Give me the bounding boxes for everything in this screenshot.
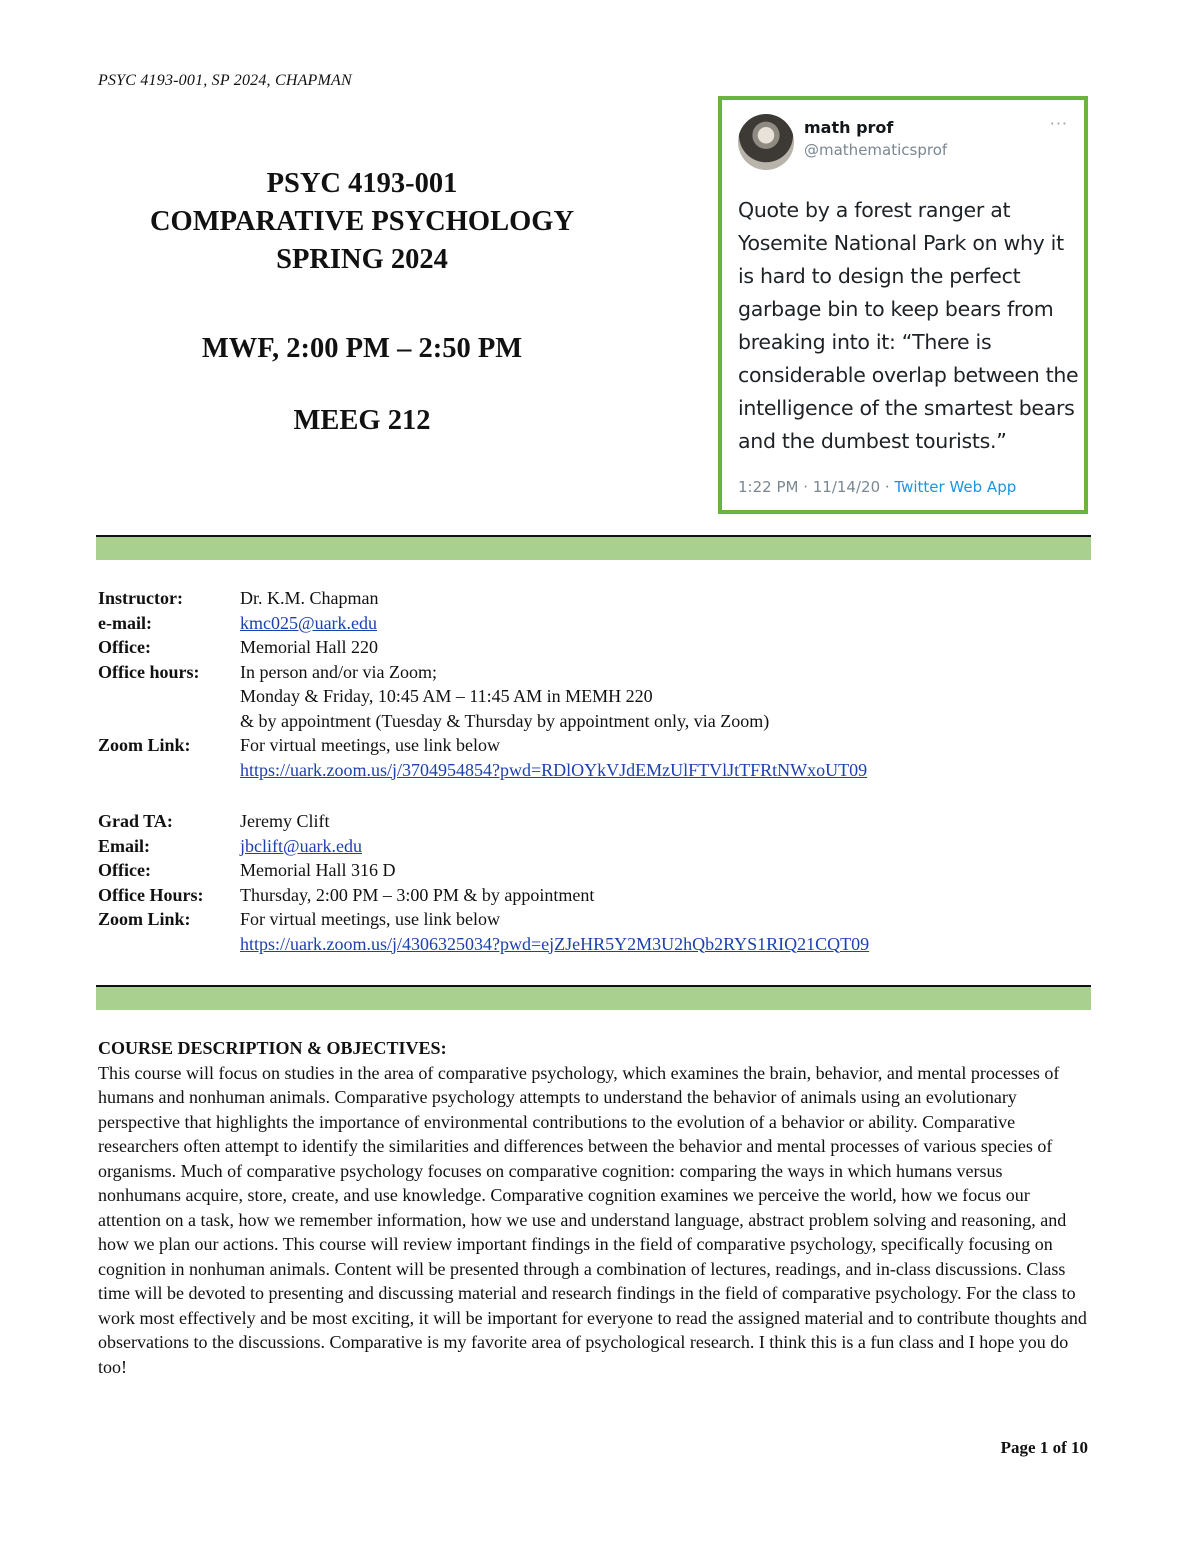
instructor-hours-label: Office hours:: [98, 661, 200, 682]
course-term: SPRING 2024: [276, 244, 448, 275]
more-options-icon: ···: [1049, 114, 1068, 133]
ta-info: [98, 809, 1088, 956]
instructor-zoom-note: For virtual meetings, use link below: [240, 735, 500, 755]
tweet-timestamp: 1:22 PM · 11/14/20 ·: [738, 478, 895, 496]
section-divider-bar: [96, 985, 1091, 1010]
course-description-text: This course will focus on studies in the area of comparative psychology, which examines the brain, behavior, and mental processes of humans and nonhuman animals. Comparative psychology attempts to understand the behavior of animals using an evolutionary perspective that highlights the importance of environmental contributions to the evolution of a behavior or ability. Comparative researchers often attempt to identify the similarities and differences between the behavior and mental processes of various species of organisms. Much of comparative psychology focuses on comparative cognition: comparing the ways in which humans versus nonhumans acquire, store, create, and use knowledge. Comparative cognition examines we perceive the world, how we focus our attention on a task, how we remember information, how we use and understand language, abstract problem solving and reasoning, and how we plan our actions. This course will review important findings in the field of comparative psychology, specifically focusing on cognition in nonhuman animals. Content will be presented through a combination of lectures, readings, and in-class discussions. Class time will be devoted to presenting and discussing material and research findings in the field of comparative psychology. For the class to work most effectively and be most exciting, it will be important for everyone to read the assigned material and to contribute thoughts and observations to the discussions. Comparative is my favorite area of psychological research. I think this is a fun class and I hope you do too!: [98, 1062, 1087, 1377]
ta-email-label: Email:: [98, 835, 150, 856]
ta-office: Memorial Hall 316 D: [240, 860, 396, 880]
instructor-email-link[interactable]: kmc025@uark.edu: [240, 612, 378, 633]
section-heading: COURSE DESCRIPTION & OBJECTIVES:: [98, 1038, 447, 1058]
instructor-zoom-link[interactable]: https://uark.zoom.us/j/3704954854?pwd=RDlOYkVJdEMzUlFTVlJtTFRtNWxoUT09: [240, 759, 868, 780]
running-header: PSYC 4193-001, SP 2024, CHAPMAN: [98, 72, 352, 89]
course-title-block: [98, 165, 626, 440]
instructor-office-label: Office:: [98, 637, 151, 657]
ta-zoom-note: For virtual meetings, use link below: [240, 909, 500, 929]
ta-label: Grad TA:: [98, 811, 173, 831]
tweet-source-app: Twitter Web App: [894, 478, 1017, 496]
tweet-meta: [738, 478, 1016, 496]
instructor-hours-line2: Monday & Friday, 10:45 AM – 11:45 AM in MEMH 220: [240, 686, 653, 706]
course-code: PSYC 4193-001: [266, 168, 458, 199]
tweet-text: Quote by a forest ranger at Yosemite National Park on why it is hard to design the perfect garbage bin to keep bears from breaking into it: “There is considerable overlap between the intelligence of the smartest bears and the dumbest tourists.”: [738, 198, 1079, 453]
instructor-zoom-label: Zoom Link:: [98, 735, 191, 755]
avatar: [738, 114, 794, 170]
instructor-email-label: e-mail:: [98, 612, 152, 633]
instructor-label: Instructor:: [98, 588, 183, 608]
instructor-hours-line3: & by appointment (Tuesday & Thursday by appointment only, via Zoom): [240, 710, 770, 731]
section-divider-bar: [96, 535, 1091, 560]
ta-zoom-link[interactable]: https://uark.zoom.us/j/4306325034?pwd=ejZJeHR5Y2M3U2hQb2RYS1RIQ21CQT09: [240, 933, 870, 954]
ta-hours-label: Office Hours:: [98, 884, 204, 905]
course-schedule: MWF, 2:00 PM – 2:50 PM: [201, 333, 523, 364]
ta-name: Jeremy Clift: [240, 811, 330, 831]
instructor-office: Memorial Hall 220: [240, 637, 378, 657]
tweet-author-handle: @mathematicsprof: [804, 141, 948, 159]
instructor-info: [98, 586, 1088, 782]
ta-email-link[interactable]: jbclift@uark.edu: [240, 835, 363, 856]
instructor-hours-line1: In person and/or via Zoom;: [240, 661, 437, 682]
tweet-screenshot: [718, 96, 1088, 514]
ta-office-label: Office:: [98, 860, 151, 880]
tweet-author-name: math prof: [804, 118, 894, 137]
course-room: MEEG 212: [293, 405, 431, 436]
course-name: COMPARATIVE PSYCHOLOGY: [149, 206, 575, 237]
ta-hours: Thursday, 2:00 PM – 3:00 PM & by appointment: [240, 884, 595, 905]
ta-zoom-label: Zoom Link:: [98, 909, 191, 929]
course-description-section: [98, 1036, 1088, 1379]
page-number: Page 1 of 10: [1000, 1438, 1088, 1457]
instructor-name: Dr. K.M. Chapman: [240, 588, 379, 608]
